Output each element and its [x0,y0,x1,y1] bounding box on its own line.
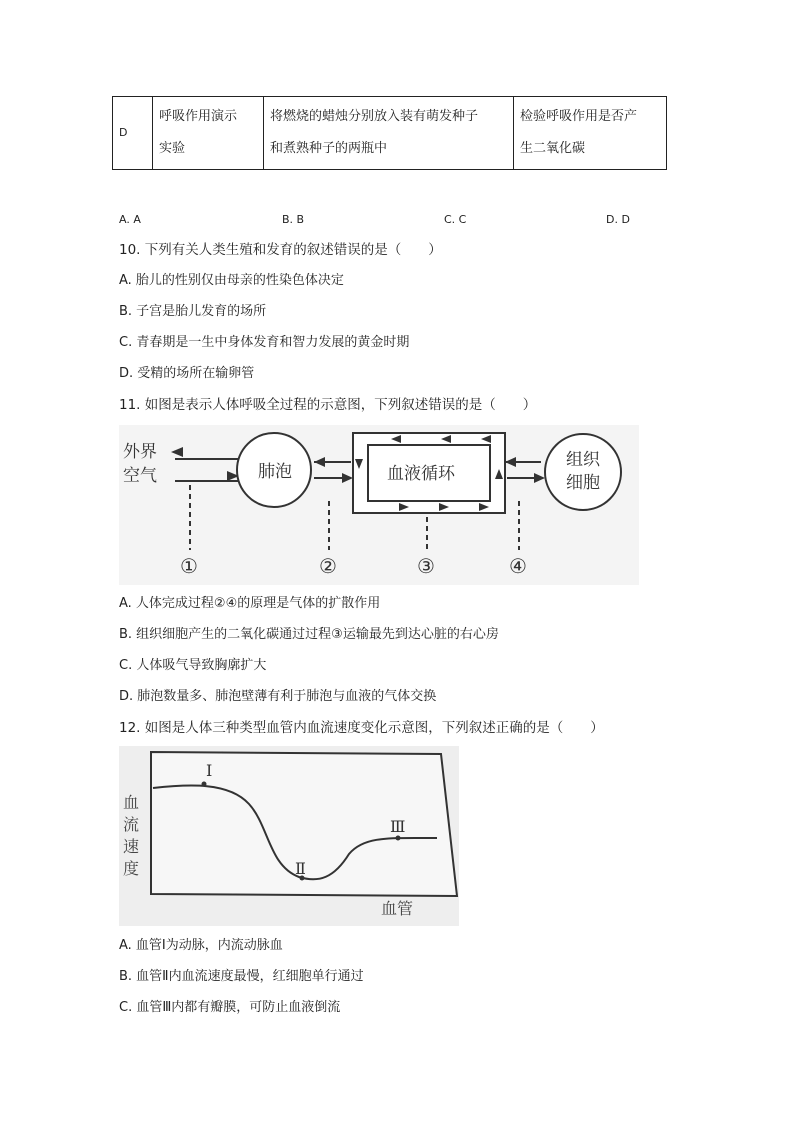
respiration-diagram [119,425,639,585]
experiment-table [112,96,667,170]
question-11-stem: 11. 如图是表示人体呼吸全过程的示意图，下列叙述错误的是（ ） [119,397,537,413]
tissue-cells-label-2: 细胞 [566,473,600,493]
table-cell-method [264,97,514,170]
table-cell-method-line1: 将燃烧的蜡烛分别放入装有萌发种子 [270,109,479,124]
blood-velocity-diagram [119,746,459,926]
point-ii-label: Ⅱ [295,859,306,878]
table-cell-purpose-line1: 检验呼吸作用是否产 [520,109,638,124]
q10-option-d: D. 受精的场所在输卵管 [119,366,255,381]
q11-option-c: C. 人体吸气导致胸廓扩大 [119,658,267,673]
table-cell-experiment [153,97,264,170]
outside-air-label-1: 外界 [123,442,157,462]
q12-option-b: B. 血管Ⅱ内血流速度最慢，红细胞单行通过 [119,969,364,984]
point-i-marker [202,782,207,787]
alveolus-label: 肺泡 [258,462,292,482]
process-label-2: ② [319,554,337,578]
q11-option-d: D. 肺泡数量多、肺泡壁薄有利于肺泡与血液的气体交换 [119,689,437,704]
table-cell-purpose-line2: 生二氧化碳 [520,141,586,156]
table-cell-letter: D [113,97,153,170]
table-cell-purpose [514,97,667,170]
table-cell-method-line2: 和煮熟种子的两瓶中 [270,141,388,156]
ylabel-char-4: 度 [123,859,140,878]
outside-air-label-2: 空气 [123,466,157,486]
q9-option-b: B. B [282,213,305,226]
question-12-stem: 12. 如图是人体三种类型血管内血流速度变化示意图，下列叙述正确的是（ ） [119,720,604,736]
ylabel-char-3: 速 [123,837,140,856]
table-cell-experiment-line2: 实验 [159,141,186,156]
q10-option-a: A. 胎儿的性别仅由母亲的性染色体决定 [119,273,344,288]
process-label-3: ③ [417,554,435,578]
table-row [113,97,667,170]
tissue-cells-shape [545,434,621,510]
ylabel-char-1: 血 [123,793,140,812]
point-iii-label: Ⅲ [390,817,406,836]
process-label-4: ④ [509,554,527,578]
q12-option-c: C. 血管Ⅲ内都有瓣膜，可防止血液倒流 [119,1000,341,1015]
ylabel-char-2: 流 [123,815,140,834]
point-i-label: Ⅰ [206,761,213,780]
q9-option-c: C. C [444,213,467,226]
tissue-cells-label-1: 组织 [566,450,600,470]
q9-option-d: D. D [606,213,630,226]
q10-option-c: C. 青春期是一生中身体发育和智力发展的黄金时期 [119,335,410,350]
blood-circulation-label: 血液循环 [387,464,455,484]
table-cell-experiment-line1: 呼吸作用演示 [159,109,238,124]
question-10-stem: 10. 下列有关人类生殖和发育的叙述错误的是（ ） [119,242,442,258]
q9-option-a: A. A [119,213,141,226]
q11-option-a: A. 人体完成过程②④的原理是气体的扩散作用 [119,596,381,611]
point-iii-marker [396,836,401,841]
q10-option-b: B. 子宫是胎儿发育的场所 [119,304,267,319]
xlabel: 血管 [381,899,414,918]
q12-option-a: A. 血管Ⅰ为动脉，内流动脉血 [119,938,283,953]
process-label-1: ① [180,554,198,578]
q11-option-b: B. 组织细胞产生的二氧化碳通过过程③运输最先到达心脏的右心房 [119,627,499,642]
